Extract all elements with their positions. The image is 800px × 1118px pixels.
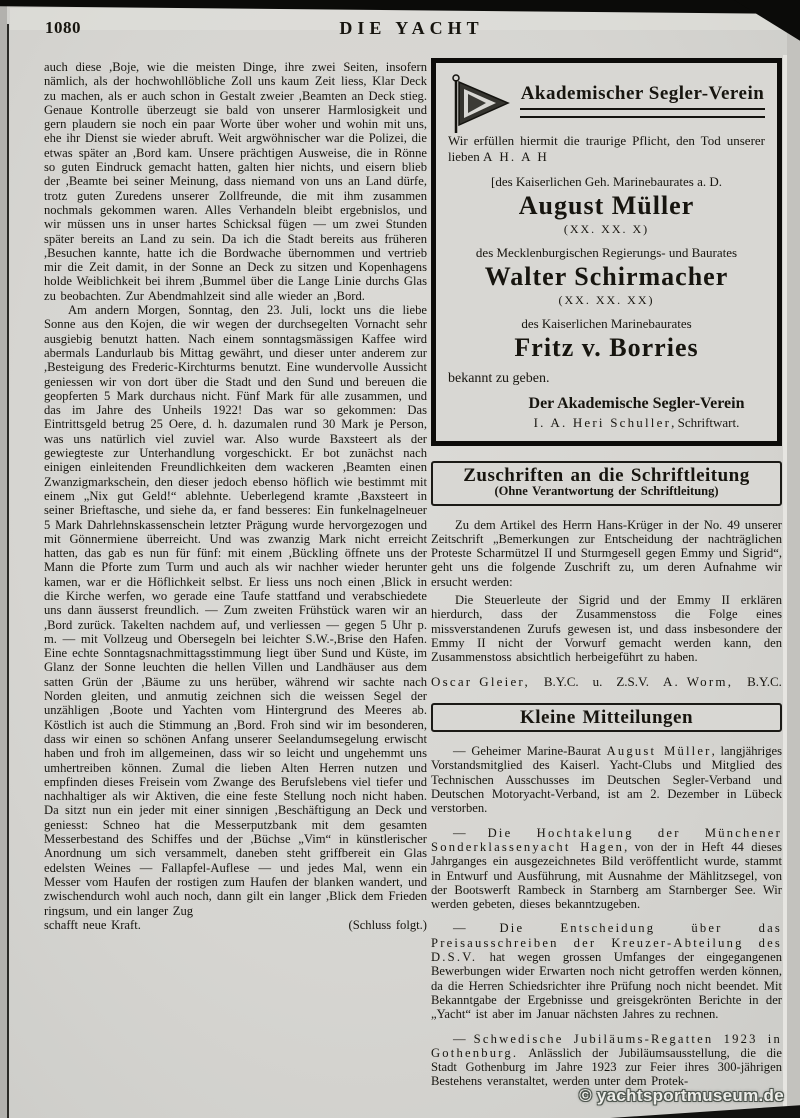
secretary-name: I. A. Heri Schuller xyxy=(533,415,672,430)
letters-signature-row xyxy=(431,675,782,689)
notice-body: , langjähriges Vorstandsmitglied des Kaiserl. Yacht-Clubs und Mitglied des Technischen Ausschusses im Deutschen Segler-Verband und Deutschen Motoryacht-Verband, ist am 2. Dezember in Lübeck verstorben. xyxy=(431,744,782,816)
secretary-role: , Schriftwart. xyxy=(671,415,740,430)
notice-item xyxy=(431,921,782,1021)
letters-subheading: (Ohne Verantwortung der Schriftleitung) xyxy=(494,484,719,499)
obituary-club-title: Akademischer Segler-Verein xyxy=(520,83,765,104)
obituary-header xyxy=(448,71,765,133)
notice-lead: — xyxy=(453,825,488,840)
page-header xyxy=(45,16,778,44)
article-paragraph-2: Am andern Morgen, Sonntag, den 23. Juli, lockt uns die liebe Sonne aus den Kojen, die wir wegen der durchsegelten Vornacht sehr ausgiebig benutzt hatten. Nach einem sonntagsmässigen Kaffee wird abermals Landurlaub bis Mittag gewährt, und dieser unter anderem zur ,Besteigung des Frederic-Kirchturms benutzt. Eine wundervolle Aussicht geniessen wir von dort über die Stadt und den Sund und bereuen die geopferten 5 Mark durchaus nicht. Fünf Mark für alle zusammen, und das im Jahre des Unheils 1922! Das war so gekommen: Das Eintrittsgeld betrug 25 Oere, d. h. dazumalen rund 30 Mark je Person, was uns natürlich viel zuviel war. Also wurde Baxsteert als der gewiegteste zur Unterhandlung vorgeschickt. Er bot zunächst nach einigen einleitenden Freundlichkeiten dem wackeren ,Beamten einen Zwanzigmarkschein, den dieser jedoch ebenso höflich wie bestimmt mit einem „Nix gut Geld!“ ablehnte. Ueberlegend kramte ,Baxsteert in seiner Brieftasche, und siehe da, er fand besseres: Ein funkelnagelneuer 5 Mark Dahrlehnskassenschein letzter Prägung wurde hervorgezogen und mit Gönnermiene überreicht. Und was zwanzig Mark nicht erreicht hatten, das gab es nun für fünf: mit einem ,Bückling öffnete uns der Mann die Pforte zum Turm und auch als wir nachher wieder herunter kamen, war er die Höflichkeit selbst. Er liess uns noch einen ,Blick in die Kirche werfen, wo gerade eine Taufe stattfand und verabschiedete uns dann äusserst freundlich. — Zum zweiten Frühstück waren wir an ,Bord zurück. Takelten nachdem auf, und verliessen — gegen 5 Uhr p. m. — mit Vollzeug und Obersegeln bei leichter S.W.-,Brise den Hafen. Eine echte Sonntagsnachmittagsstimmung liegt über Sund und Küste, im Glanz der Sonne leuchten die hellen Villen und Landhäuser aus dem satten Grün der ,Bäume zu uns herüber, während wir sachte nach Norden gleiten, und anmutig zeichnen sich die weissen Segel der unzähligen ,Boote und Yachten vom Hintergrund des Meeres ab. Köstlich ist auch die Stimmung an ,Bord. Froh sind wir im besonderen, dass wir einen so schönen Anfang unserer Seelandumsegelung erwischt haben und froh im allgemeinen, dass wir so leicht und ungehemmt uns umhertreiben können. Zumal die lieben Alten Herren nutzen und empfinden dieses Freisein vom Zwange des Berufslebens viel tiefer und nachhaltiger als wir Aktiven, die eine feste Stellung noch nicht haben. Da sitzt nun ein jeder mit einer sinnigen ,Beschäftigung an Deck und geniesst: Schneo hat die Messerputzbank mit dem gesamten Messerbestand des Schiffes und der ,Büchse „Vim“ in künstlerischer Anordnung um sich versammelt, daneben steht griffbereit ein Glas edelsten Weines — Fallapfel-Auflese — und jedes Mal, wenn ein Messer vom Haufen der rostigen zum Haufen der blanken wandert, und zwischendurch wohl auch noch, dann gilt ein langer ,Blick dem Frieden ringsum, und ein langer Zug xyxy=(44,303,427,918)
obituary-entry xyxy=(448,245,765,307)
signer-name: Oscar Gleier, xyxy=(431,673,530,689)
deceased-title: [des Kaiserlichen Geh. Marinebaurates a. D. xyxy=(490,174,723,189)
page-number: 1080 xyxy=(45,18,81,37)
obituary-intro xyxy=(448,133,765,165)
letters-section xyxy=(431,461,782,689)
notice-subject: August Müller xyxy=(606,744,712,759)
notice-body: , von der in Heft 44 dieses Jahrganges ein ausgezeichnetes Bild veröffentlicht wurde, stammt in Entwurf und Ausführung, mit Ausnahme der Mählitzsegel, von der Bootswerft Rambeck in Starnberg am Starnberger See. Wir werden gebeten, dieses bekanntzugeben. xyxy=(431,839,782,912)
deceased-name: August Müller xyxy=(518,191,695,220)
scan-edge-left xyxy=(0,0,7,1118)
deceased-name: Fritz v. Borries xyxy=(514,333,699,362)
notices-section xyxy=(431,703,782,1089)
obituary-notice xyxy=(431,58,782,446)
letters-paragraph-2: Die Steuerleute der Sigrid und der Emmy II erklären hierdurch, dass der Zusammenstoss die Folge eines missverstandenen Zurufs gewesen ist, und dass insbesondere der Emmy II nicht der Vorwurf gemacht werden kann, den Zusammenstoss absichtlich herbeigeführt zu haben. xyxy=(431,593,782,665)
notice-lead: — xyxy=(453,921,500,936)
notices-heading: Kleine Mitteilungen xyxy=(519,706,694,728)
notice-body: hat wegen grossen Umfanges der eingegangenen Bewerbungen wider Erwarten noch nicht getroffen werden können, da die Herren Schiedsrichter ihre Prüfung noch nicht beendet. Mit Bekanntgabe der Ergebnisse und greisgekrönten Berichte in der „Yacht“ ist aber im Januar nächsten Jahres zu rechnen. xyxy=(431,950,782,1022)
scan-paper-edge-right xyxy=(783,55,787,1118)
article-closing-note: (Schluss folgt.) xyxy=(348,917,427,932)
notice-lead: — Geheimer Marine-Baurat xyxy=(453,744,607,759)
signature-conjunction: u. xyxy=(592,673,603,689)
obituary-outro: bekannt zu geben. xyxy=(448,371,550,386)
deceased-title: des Kaiserlichen Marinebaurates xyxy=(521,316,692,331)
signer-name: A. Worm, xyxy=(662,673,734,689)
obituary-entry xyxy=(448,174,765,236)
club-burgee-pennant-icon xyxy=(448,73,510,135)
obituary-entry xyxy=(448,316,765,363)
article-paragraph-1: auch diese ,Boje, wie die meisten Dinge, ihre zwei Seiten, insofern nämlich, als der hochwohllöbliche Zoll uns kaum Zeit liess, Klar Deck zu machen, als er auch schon in Gestalt zweier ,Beamten an Deck stieg. Genaue Kontrolle überzeugt sie bald von unserer Harmlosigkeit und gern plaudern sie noch ein paar Worte über woher und wohin mit uns, ehe ihr Dienst sie wieder abruft. Weit argwöhnischer war die Polizei, die etwas später an ,Bord kam. Unsere prächtigen Ausweise, die in Rönne so guten Eindruck gemacht hatten, galten hier nichts, und eisern blieb der ,Beamte bei seiner Meinung, dass niemand von uns an Land dürfe, trotz guten Zuredens unserer Zollfreunde, die mit ihm zusammen nochmals gekommen waren. Alles Verhandeln bleibt ergebnislos, und wir müssen uns in unser hartes Schicksal fügen — um zwei Stunden später bereits an Land zu sein. Da ich die Stadt bereits aus früheren ,Besuchen kannte, hatte ich die Bordwache übernommen und vertrieb mir die Zeit damit, in der Sonne an Deck zu sitzen und Kopenhagens holde Weiblichkeit bei ihrem ,Bummel über die Lange Linie durchs Glas zu beobachten. Zur Abendmahlzeit sind alle wieder an ,Bord. xyxy=(44,60,427,303)
signer-club: Z.S.V. xyxy=(616,673,649,689)
signer-club: B.Y.C. xyxy=(543,673,579,689)
scan-edge-right xyxy=(787,0,800,1118)
letters-heading: Zuschriften an die Schriftleitung xyxy=(463,465,750,486)
obituary-signature: Der Akademische Segler-Verein xyxy=(528,395,745,412)
notice-lead: — xyxy=(453,1031,474,1046)
signer-club: B.Y.C. xyxy=(747,673,782,689)
deceased-dates: (XX. XX. XX) xyxy=(558,293,655,307)
article-last-line xyxy=(44,918,427,932)
deceased-title: des Mecklenburgischen Regierungs- und Baurates xyxy=(475,245,738,260)
letters-heading-box xyxy=(431,461,782,506)
notice-body: Anlässlich der Jubiläumsausstellung, die die Stadt Gothenburg im Jahre 1923 zur Feier ihres 300-jährigen Bestehens veranstaltet, werden unter dem Protek- xyxy=(431,1045,782,1089)
deceased-name: Walter Schirmacher xyxy=(484,262,729,291)
obituary-double-rule xyxy=(520,108,765,118)
notice-subject: Die Hochtakelung der Münchener Sonderklassenyacht Hagen xyxy=(431,825,782,854)
scan-fold-line-left xyxy=(7,24,9,1118)
notices-heading-box xyxy=(431,703,782,732)
article-column xyxy=(44,60,427,932)
obituary-intro-text: Wir erfüllen hiermit die traurige Pflicht, den Tod unserer lieben xyxy=(448,133,765,164)
article-last-words: schafft neue Kraft. xyxy=(44,917,141,932)
notice-item xyxy=(431,1032,782,1089)
obituary-intro-ah: A H. A H xyxy=(483,149,550,164)
deceased-dates: (XX. XX. X) xyxy=(563,222,650,236)
right-column xyxy=(431,58,782,1099)
notice-item xyxy=(431,744,782,815)
obituary-secretary xyxy=(508,415,765,431)
notice-subject: Die Entscheidung über das Preisausschreiben der Kreuzer-Abteilung des D.S.V. xyxy=(431,921,782,965)
notice-subject: Schwedische Jubiläums-Regatten 1923 in Gothenburg. xyxy=(431,1031,782,1060)
page-title: DIE YACHT xyxy=(339,18,484,38)
letters-paragraph-1: Zu dem Artikel des Herrn Hans-Krüger in der No. 49 unserer Zeitschrift „Bemerkungen zur Entscheidung der nachträglichen Proteste Scharmützel II und Sturmgesell gegen Emmy und Sigrid“, geht uns die folgende Zuschrift zu, um deren Aufnahme wir ersucht werden: xyxy=(431,517,782,589)
watermark: © yachtsportmuseum.de xyxy=(579,1086,784,1105)
notice-item xyxy=(431,826,782,912)
